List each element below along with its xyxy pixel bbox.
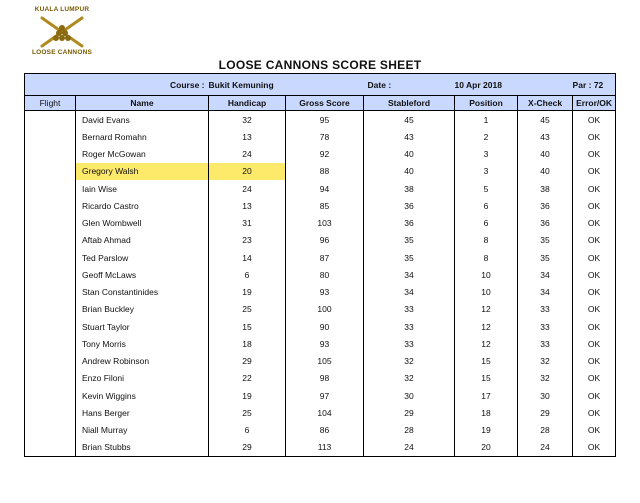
cell-error: OK — [573, 146, 616, 163]
cell-name: Stuart Taylor — [76, 318, 209, 335]
crossed-cannons-icon — [38, 14, 86, 50]
cell-position: 15 — [455, 370, 518, 387]
table-row — [25, 215, 616, 232]
cell-handicap: 6 — [209, 266, 286, 283]
table-row — [25, 111, 616, 129]
cell-name: Tony Morris — [76, 335, 209, 352]
cell-flight — [25, 146, 76, 163]
cell-error: OK — [573, 232, 616, 249]
cell-position: 6 — [455, 197, 518, 214]
cell-xcheck: 33 — [518, 318, 573, 335]
cell-xcheck: 33 — [518, 301, 573, 318]
cell-error: OK — [573, 422, 616, 439]
cell-name: David Evans — [76, 111, 209, 129]
cell-name: Brian Buckley — [76, 301, 209, 318]
cell-gross: 103 — [286, 215, 364, 232]
table-row — [25, 266, 616, 283]
table-row — [25, 180, 616, 197]
cell-position: 19 — [455, 422, 518, 439]
cell-xcheck: 32 — [518, 353, 573, 370]
cell-flight — [25, 353, 76, 370]
cell-gross: 87 — [286, 249, 364, 266]
cell-error: OK — [573, 301, 616, 318]
table-row — [25, 335, 616, 352]
table-row — [25, 128, 616, 145]
cell-flight — [25, 232, 76, 249]
cell-handicap: 25 — [209, 301, 286, 318]
col-position: Position — [455, 96, 518, 111]
cell-position: 5 — [455, 180, 518, 197]
cell-name: Geoff McLaws — [76, 266, 209, 283]
cell-gross: 104 — [286, 404, 364, 421]
cell-flight — [25, 128, 76, 145]
cell-position: 2 — [455, 128, 518, 145]
cell-stableford: 45 — [364, 111, 455, 129]
cell-stableford: 40 — [364, 146, 455, 163]
cell-xcheck: 40 — [518, 163, 573, 180]
col-xcheck: X-Check — [518, 96, 573, 111]
cell-gross: 92 — [286, 146, 364, 163]
cell-gross: 94 — [286, 180, 364, 197]
page-title: LOOSE CANNONS SCORE SHEET — [218, 58, 422, 72]
cell-stableford: 32 — [364, 353, 455, 370]
course-value: Bukit Kemuning — [209, 74, 364, 96]
cell-position: 3 — [455, 163, 518, 180]
cell-gross: 96 — [286, 232, 364, 249]
cell-flight — [25, 215, 76, 232]
cell-name: Hans Berger — [76, 404, 209, 421]
cell-gross: 100 — [286, 301, 364, 318]
cell-stableford: 35 — [364, 232, 455, 249]
cell-position: 12 — [455, 318, 518, 335]
cell-xcheck: 29 — [518, 404, 573, 421]
cell-flight — [25, 197, 76, 214]
cell-handicap: 25 — [209, 404, 286, 421]
col-handicap: Handicap — [209, 96, 286, 111]
info-bar — [25, 74, 616, 96]
col-name: Name — [76, 96, 209, 111]
cell-name: Enzo Filoni — [76, 370, 209, 387]
cell-xcheck: 40 — [518, 146, 573, 163]
cell-name: Iain Wise — [76, 180, 209, 197]
cell-flight — [25, 111, 76, 129]
table-row — [25, 387, 616, 404]
cell-name: Ted Parslow — [76, 249, 209, 266]
cell-stableford: 38 — [364, 180, 455, 197]
cell-gross: 78 — [286, 128, 364, 145]
cell-xcheck: 34 — [518, 266, 573, 283]
cell-name: Ricardo Castro — [76, 197, 209, 214]
cell-error: OK — [573, 266, 616, 283]
cell-position: 20 — [455, 439, 518, 457]
cell-stableford: 32 — [364, 370, 455, 387]
cell-stableford: 29 — [364, 404, 455, 421]
cell-handicap: 24 — [209, 180, 286, 197]
cell-gross: 113 — [286, 439, 364, 457]
cell-position: 15 — [455, 353, 518, 370]
cell-stableford: 34 — [364, 266, 455, 283]
cell-error: OK — [573, 335, 616, 352]
cell-gross: 95 — [286, 111, 364, 129]
cell-error: OK — [573, 353, 616, 370]
cell-gross: 85 — [286, 197, 364, 214]
cell-handicap: 24 — [209, 146, 286, 163]
cell-handicap: 19 — [209, 387, 286, 404]
course-label: Course : — [25, 74, 209, 96]
cell-flight — [25, 370, 76, 387]
club-logo — [28, 6, 96, 56]
col-flight: Flight — [25, 96, 76, 111]
cell-gross: 80 — [286, 266, 364, 283]
cell-gross: 97 — [286, 387, 364, 404]
cell-flight — [25, 266, 76, 283]
cell-handicap: 22 — [209, 370, 286, 387]
col-gross: Gross Score — [286, 96, 364, 111]
cell-stableford: 43 — [364, 128, 455, 145]
cell-stableford: 30 — [364, 387, 455, 404]
cell-xcheck: 28 — [518, 422, 573, 439]
cell-error: OK — [573, 249, 616, 266]
table-row — [25, 422, 616, 439]
table-row — [25, 353, 616, 370]
table-row — [25, 301, 616, 318]
cell-handicap: 13 — [209, 197, 286, 214]
logo-top-text: KUALA LUMPUR — [34, 6, 90, 13]
cell-stableford: 34 — [364, 284, 455, 301]
cell-flight — [25, 163, 76, 180]
cell-error: OK — [573, 370, 616, 387]
cell-flight — [25, 387, 76, 404]
cell-flight — [25, 422, 76, 439]
cell-handicap: 32 — [209, 111, 286, 129]
cell-name: Aftab Ahmad — [76, 232, 209, 249]
cell-position: 17 — [455, 387, 518, 404]
cell-xcheck: 43 — [518, 128, 573, 145]
cell-name: Stan Constantinides — [76, 284, 209, 301]
cell-flight — [25, 180, 76, 197]
cell-position: 1 — [455, 111, 518, 129]
cell-xcheck: 36 — [518, 215, 573, 232]
cell-error: OK — [573, 404, 616, 421]
col-error: Error/OK — [573, 96, 616, 111]
cell-stableford: 24 — [364, 439, 455, 457]
cell-flight — [25, 404, 76, 421]
cell-error: OK — [573, 284, 616, 301]
logo-bottom-text: LOOSE CANNONS — [31, 49, 93, 56]
table-row — [25, 370, 616, 387]
col-stableford: Stableford — [364, 96, 455, 111]
cell-xcheck: 34 — [518, 284, 573, 301]
par-label: Par : — [572, 79, 592, 90]
cell-handicap: 14 — [209, 249, 286, 266]
cell-position: 12 — [455, 301, 518, 318]
cell-handicap: 15 — [209, 318, 286, 335]
date-value: 10 Apr 2018 — [455, 74, 573, 96]
cell-position: 8 — [455, 249, 518, 266]
cell-handicap: 13 — [209, 128, 286, 145]
cell-flight — [25, 284, 76, 301]
cell-name: Brian Stubbs — [76, 439, 209, 457]
cell-xcheck: 32 — [518, 370, 573, 387]
cell-flight — [25, 301, 76, 318]
table-row — [25, 439, 616, 457]
table-row — [25, 232, 616, 249]
cell-handicap: 31 — [209, 215, 286, 232]
cell-name: Bernard Romahn — [76, 128, 209, 145]
cell-error: OK — [573, 387, 616, 404]
table-row — [25, 284, 616, 301]
cell-xcheck: 30 — [518, 387, 573, 404]
cell-xcheck: 24 — [518, 439, 573, 457]
cell-stableford: 36 — [364, 215, 455, 232]
cell-gross: 86 — [286, 422, 364, 439]
cell-handicap: 23 — [209, 232, 286, 249]
cell-position: 10 — [455, 266, 518, 283]
cell-error: OK — [573, 215, 616, 232]
cell-stableford: 28 — [364, 422, 455, 439]
cell-stableford: 33 — [364, 301, 455, 318]
score-table — [24, 73, 616, 457]
date-label: Date : — [364, 74, 455, 96]
cell-position: 18 — [455, 404, 518, 421]
table-row — [25, 318, 616, 335]
cell-name: Glen Wombwell — [76, 215, 209, 232]
cell-flight — [25, 439, 76, 457]
cell-error: OK — [573, 197, 616, 214]
cell-handicap: 20 — [209, 163, 286, 180]
par-field — [573, 74, 616, 96]
cell-stableford: 35 — [364, 249, 455, 266]
cell-stableford: 33 — [364, 318, 455, 335]
cell-error: OK — [573, 111, 616, 129]
cell-xcheck: 36 — [518, 197, 573, 214]
cell-handicap: 19 — [209, 284, 286, 301]
cell-stableford: 36 — [364, 197, 455, 214]
cell-name: Roger McGowan — [76, 146, 209, 163]
cell-error: OK — [573, 163, 616, 180]
cell-flight — [25, 249, 76, 266]
cell-handicap: 18 — [209, 335, 286, 352]
cell-xcheck: 35 — [518, 249, 573, 266]
cell-position: 6 — [455, 215, 518, 232]
cell-name: Andrew Robinson — [76, 353, 209, 370]
table-row — [25, 197, 616, 214]
cell-name: Kevin Wiggins — [76, 387, 209, 404]
cell-xcheck: 33 — [518, 335, 573, 352]
table-row — [25, 163, 616, 180]
cell-handicap: 29 — [209, 353, 286, 370]
cell-gross: 93 — [286, 335, 364, 352]
cell-xcheck: 38 — [518, 180, 573, 197]
cell-stableford: 40 — [364, 163, 455, 180]
cell-error: OK — [573, 439, 616, 457]
cell-handicap: 6 — [209, 422, 286, 439]
cell-name: Niall Murray — [76, 422, 209, 439]
cell-stableford: 33 — [364, 335, 455, 352]
cell-handicap: 29 — [209, 439, 286, 457]
table-row — [25, 146, 616, 163]
cell-xcheck: 35 — [518, 232, 573, 249]
cell-gross: 98 — [286, 370, 364, 387]
cell-position: 12 — [455, 335, 518, 352]
cell-name: Gregory Walsh — [76, 163, 209, 180]
header-row — [25, 96, 616, 111]
cell-flight — [25, 318, 76, 335]
cell-position: 3 — [455, 146, 518, 163]
cell-gross: 88 — [286, 163, 364, 180]
par-value: 72 — [593, 79, 604, 90]
cell-gross: 93 — [286, 284, 364, 301]
cell-position: 10 — [455, 284, 518, 301]
cell-error: OK — [573, 180, 616, 197]
cell-gross: 105 — [286, 353, 364, 370]
table-row — [25, 249, 616, 266]
cell-xcheck: 45 — [518, 111, 573, 129]
cell-gross: 90 — [286, 318, 364, 335]
cell-error: OK — [573, 318, 616, 335]
cell-position: 8 — [455, 232, 518, 249]
cell-flight — [25, 335, 76, 352]
table-row — [25, 404, 616, 421]
cell-error: OK — [573, 128, 616, 145]
score-rows — [25, 111, 616, 457]
